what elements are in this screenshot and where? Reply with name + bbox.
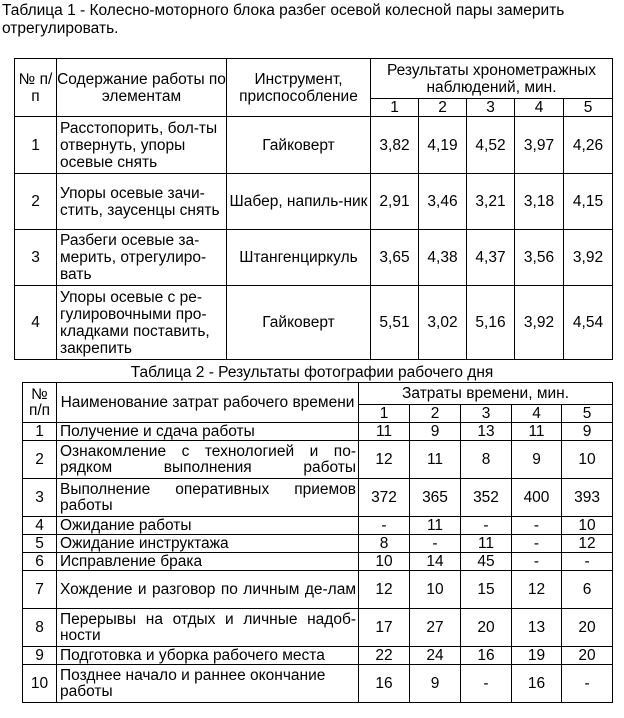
row-value: - bbox=[512, 553, 562, 571]
row-value: 13 bbox=[461, 423, 512, 441]
row-value: 11 bbox=[410, 517, 461, 535]
t1-obs-col: 1 bbox=[371, 99, 419, 117]
table-row bbox=[23, 647, 613, 665]
row-value: 16 bbox=[512, 665, 562, 703]
row-num: 7 bbox=[23, 571, 57, 609]
row-value: 3,92 bbox=[515, 286, 564, 360]
t1-obs-col: 3 bbox=[467, 99, 515, 117]
row-value: 11 bbox=[512, 423, 562, 441]
row-value: 9 bbox=[562, 423, 613, 441]
row-value: 3,97 bbox=[515, 117, 564, 174]
table-row bbox=[23, 609, 613, 647]
row-name: Хождение и разговор по личным де-лам bbox=[57, 571, 359, 609]
row-tool: Гайковерт bbox=[227, 117, 371, 174]
row-value: 11 bbox=[410, 441, 461, 479]
row-value: - bbox=[410, 535, 461, 553]
row-value: 17 bbox=[359, 609, 410, 647]
table-row bbox=[23, 535, 613, 553]
table-row bbox=[23, 423, 613, 441]
row-value: 12 bbox=[359, 571, 410, 609]
row-value: 2,91 bbox=[371, 174, 419, 230]
row-num: 1 bbox=[23, 423, 57, 441]
row-value: 11 bbox=[461, 535, 512, 553]
row-value: 12 bbox=[359, 441, 410, 479]
row-value: 393 bbox=[562, 479, 613, 517]
row-value: 4,26 bbox=[564, 117, 613, 174]
row-value: 22 bbox=[359, 647, 410, 665]
table-row bbox=[15, 286, 613, 360]
row-value: - bbox=[512, 517, 562, 535]
row-value: 10 bbox=[359, 553, 410, 571]
t1-header-content: Содержание работы по элементам bbox=[57, 59, 227, 117]
t2-obs-col: 1 bbox=[359, 405, 410, 423]
table-row bbox=[23, 441, 613, 479]
row-value: 4,15 bbox=[564, 174, 613, 230]
row-value: 9 bbox=[512, 441, 562, 479]
row-name: Получение и сдача работы bbox=[57, 423, 359, 441]
row-value: 352 bbox=[461, 479, 512, 517]
row-content: Упоры осевые с ре-гулировочными про-кладками поставить, закрепить bbox=[57, 286, 227, 360]
t2-header-num: № п/п bbox=[23, 383, 57, 423]
table-row bbox=[15, 230, 613, 286]
row-value: 8 bbox=[461, 441, 512, 479]
t1-obs-col: 4 bbox=[515, 99, 564, 117]
row-value: 10 bbox=[562, 441, 613, 479]
row-num: 2 bbox=[15, 174, 57, 230]
row-value: 16 bbox=[461, 647, 512, 665]
row-num: 4 bbox=[15, 286, 57, 360]
row-num: 9 bbox=[23, 647, 57, 665]
row-tool: Гайковерт bbox=[227, 286, 371, 360]
row-value: 19 bbox=[512, 647, 562, 665]
table2-caption: Таблица 2 - Результаты фотографии рабочего дня bbox=[130, 364, 494, 381]
row-value: - bbox=[461, 517, 512, 535]
table-row bbox=[15, 174, 613, 230]
table-row bbox=[15, 117, 613, 174]
row-value: 4,52 bbox=[467, 117, 515, 174]
row-value: 4,38 bbox=[419, 230, 467, 286]
row-value: 10 bbox=[562, 517, 613, 535]
row-value: 9 bbox=[410, 423, 461, 441]
row-value: 10 bbox=[410, 571, 461, 609]
t1-header-num: № п/ п bbox=[15, 59, 57, 117]
row-value: 12 bbox=[562, 535, 613, 553]
row-value: - bbox=[562, 553, 613, 571]
row-num: 2 bbox=[23, 441, 57, 479]
row-content: Разбеги осевые за-мерить, отрегулиро-вать bbox=[57, 230, 227, 286]
row-value: 4,37 bbox=[467, 230, 515, 286]
row-value: 400 bbox=[512, 479, 562, 517]
row-num: 3 bbox=[23, 479, 57, 517]
row-num: 8 bbox=[23, 609, 57, 647]
row-name: Ознакомление с технологией и по-рядком выполнения работы bbox=[57, 441, 359, 479]
row-num: 5 bbox=[23, 535, 57, 553]
row-num: 3 bbox=[15, 230, 57, 286]
row-value: - bbox=[512, 535, 562, 553]
row-value: - bbox=[461, 665, 512, 703]
row-value: 9 bbox=[410, 665, 461, 703]
t2-obs-col: 4 bbox=[512, 405, 562, 423]
row-value: 16 bbox=[359, 665, 410, 703]
row-value: 12 bbox=[512, 571, 562, 609]
row-value: 365 bbox=[410, 479, 461, 517]
row-name: Ожидание работы bbox=[57, 517, 359, 535]
row-value: 20 bbox=[461, 609, 512, 647]
row-value: 14 bbox=[410, 553, 461, 571]
row-value: 4,19 bbox=[419, 117, 467, 174]
table2 bbox=[22, 382, 613, 703]
table-row bbox=[23, 665, 613, 703]
row-value: 4,54 bbox=[564, 286, 613, 360]
row-value: 3,02 bbox=[419, 286, 467, 360]
row-tool: Штангенциркуль bbox=[227, 230, 371, 286]
table-row bbox=[23, 479, 613, 517]
t1-header-tool: Инструмент, приспособление bbox=[227, 59, 371, 117]
t1-obs-col: 5 bbox=[564, 99, 613, 117]
row-value: 3,82 bbox=[371, 117, 419, 174]
row-value: 3,56 bbox=[515, 230, 564, 286]
row-content: Расстопорить, бол-ты отвернуть, упоры осевые снять bbox=[57, 117, 227, 174]
row-value: 13 bbox=[512, 609, 562, 647]
row-value: 15 bbox=[461, 571, 512, 609]
row-name: Ожидание инструктажа bbox=[57, 535, 359, 553]
table1 bbox=[14, 58, 613, 360]
table-row bbox=[23, 517, 613, 535]
t2-header-costs: Затраты времени, мин. bbox=[359, 383, 613, 405]
row-value: 11 bbox=[359, 423, 410, 441]
row-num: 6 bbox=[23, 553, 57, 571]
row-value: 45 bbox=[461, 553, 512, 571]
row-name: Подготовка и уборка рабочего места bbox=[57, 647, 359, 665]
row-value: 3,65 bbox=[371, 230, 419, 286]
t2-obs-col: 2 bbox=[410, 405, 461, 423]
t2-obs-col: 3 bbox=[461, 405, 512, 423]
row-value: 3,18 bbox=[515, 174, 564, 230]
t2-obs-col: 5 bbox=[562, 405, 613, 423]
row-value: 20 bbox=[562, 609, 613, 647]
row-name: Позднее начало и раннее окончание работы bbox=[57, 665, 359, 703]
row-value: 5,51 bbox=[371, 286, 419, 360]
row-name: Выполнение оперативных приемов работы bbox=[57, 479, 359, 517]
table1-caption: Таблица 1 - Колесно-моторного блока разбег осевой колесной пары замерить отрегулировать. bbox=[2, 2, 565, 37]
row-value: 3,92 bbox=[564, 230, 613, 286]
table-row bbox=[23, 553, 613, 571]
row-num: 4 bbox=[23, 517, 57, 535]
row-value: 24 bbox=[410, 647, 461, 665]
row-value: 27 bbox=[410, 609, 461, 647]
row-value: - bbox=[359, 517, 410, 535]
row-value: 3,46 bbox=[419, 174, 467, 230]
table-row bbox=[23, 571, 613, 609]
row-value: - bbox=[562, 665, 613, 703]
row-value: 372 bbox=[359, 479, 410, 517]
row-value: 3,21 bbox=[467, 174, 515, 230]
t2-header-name: Наименование затрат рабочего времени bbox=[57, 383, 359, 423]
row-value: 5,16 bbox=[467, 286, 515, 360]
row-tool: Шабер, напиль-ник bbox=[227, 174, 371, 230]
row-value: 6 bbox=[562, 571, 613, 609]
row-name: Перерывы на отдых и личные надоб-ности bbox=[57, 609, 359, 647]
row-value: 8 bbox=[359, 535, 410, 553]
row-value: 20 bbox=[562, 647, 613, 665]
t1-obs-col: 2 bbox=[419, 99, 467, 117]
row-num: 10 bbox=[23, 665, 57, 703]
row-content: Упоры осевые зачи-стить, заусенцы снять bbox=[57, 174, 227, 230]
t1-header-results: Результаты хронометражных наблюдений, мин. bbox=[371, 59, 613, 99]
row-name: Исправление брака bbox=[57, 553, 359, 571]
row-num: 1 bbox=[15, 117, 57, 174]
